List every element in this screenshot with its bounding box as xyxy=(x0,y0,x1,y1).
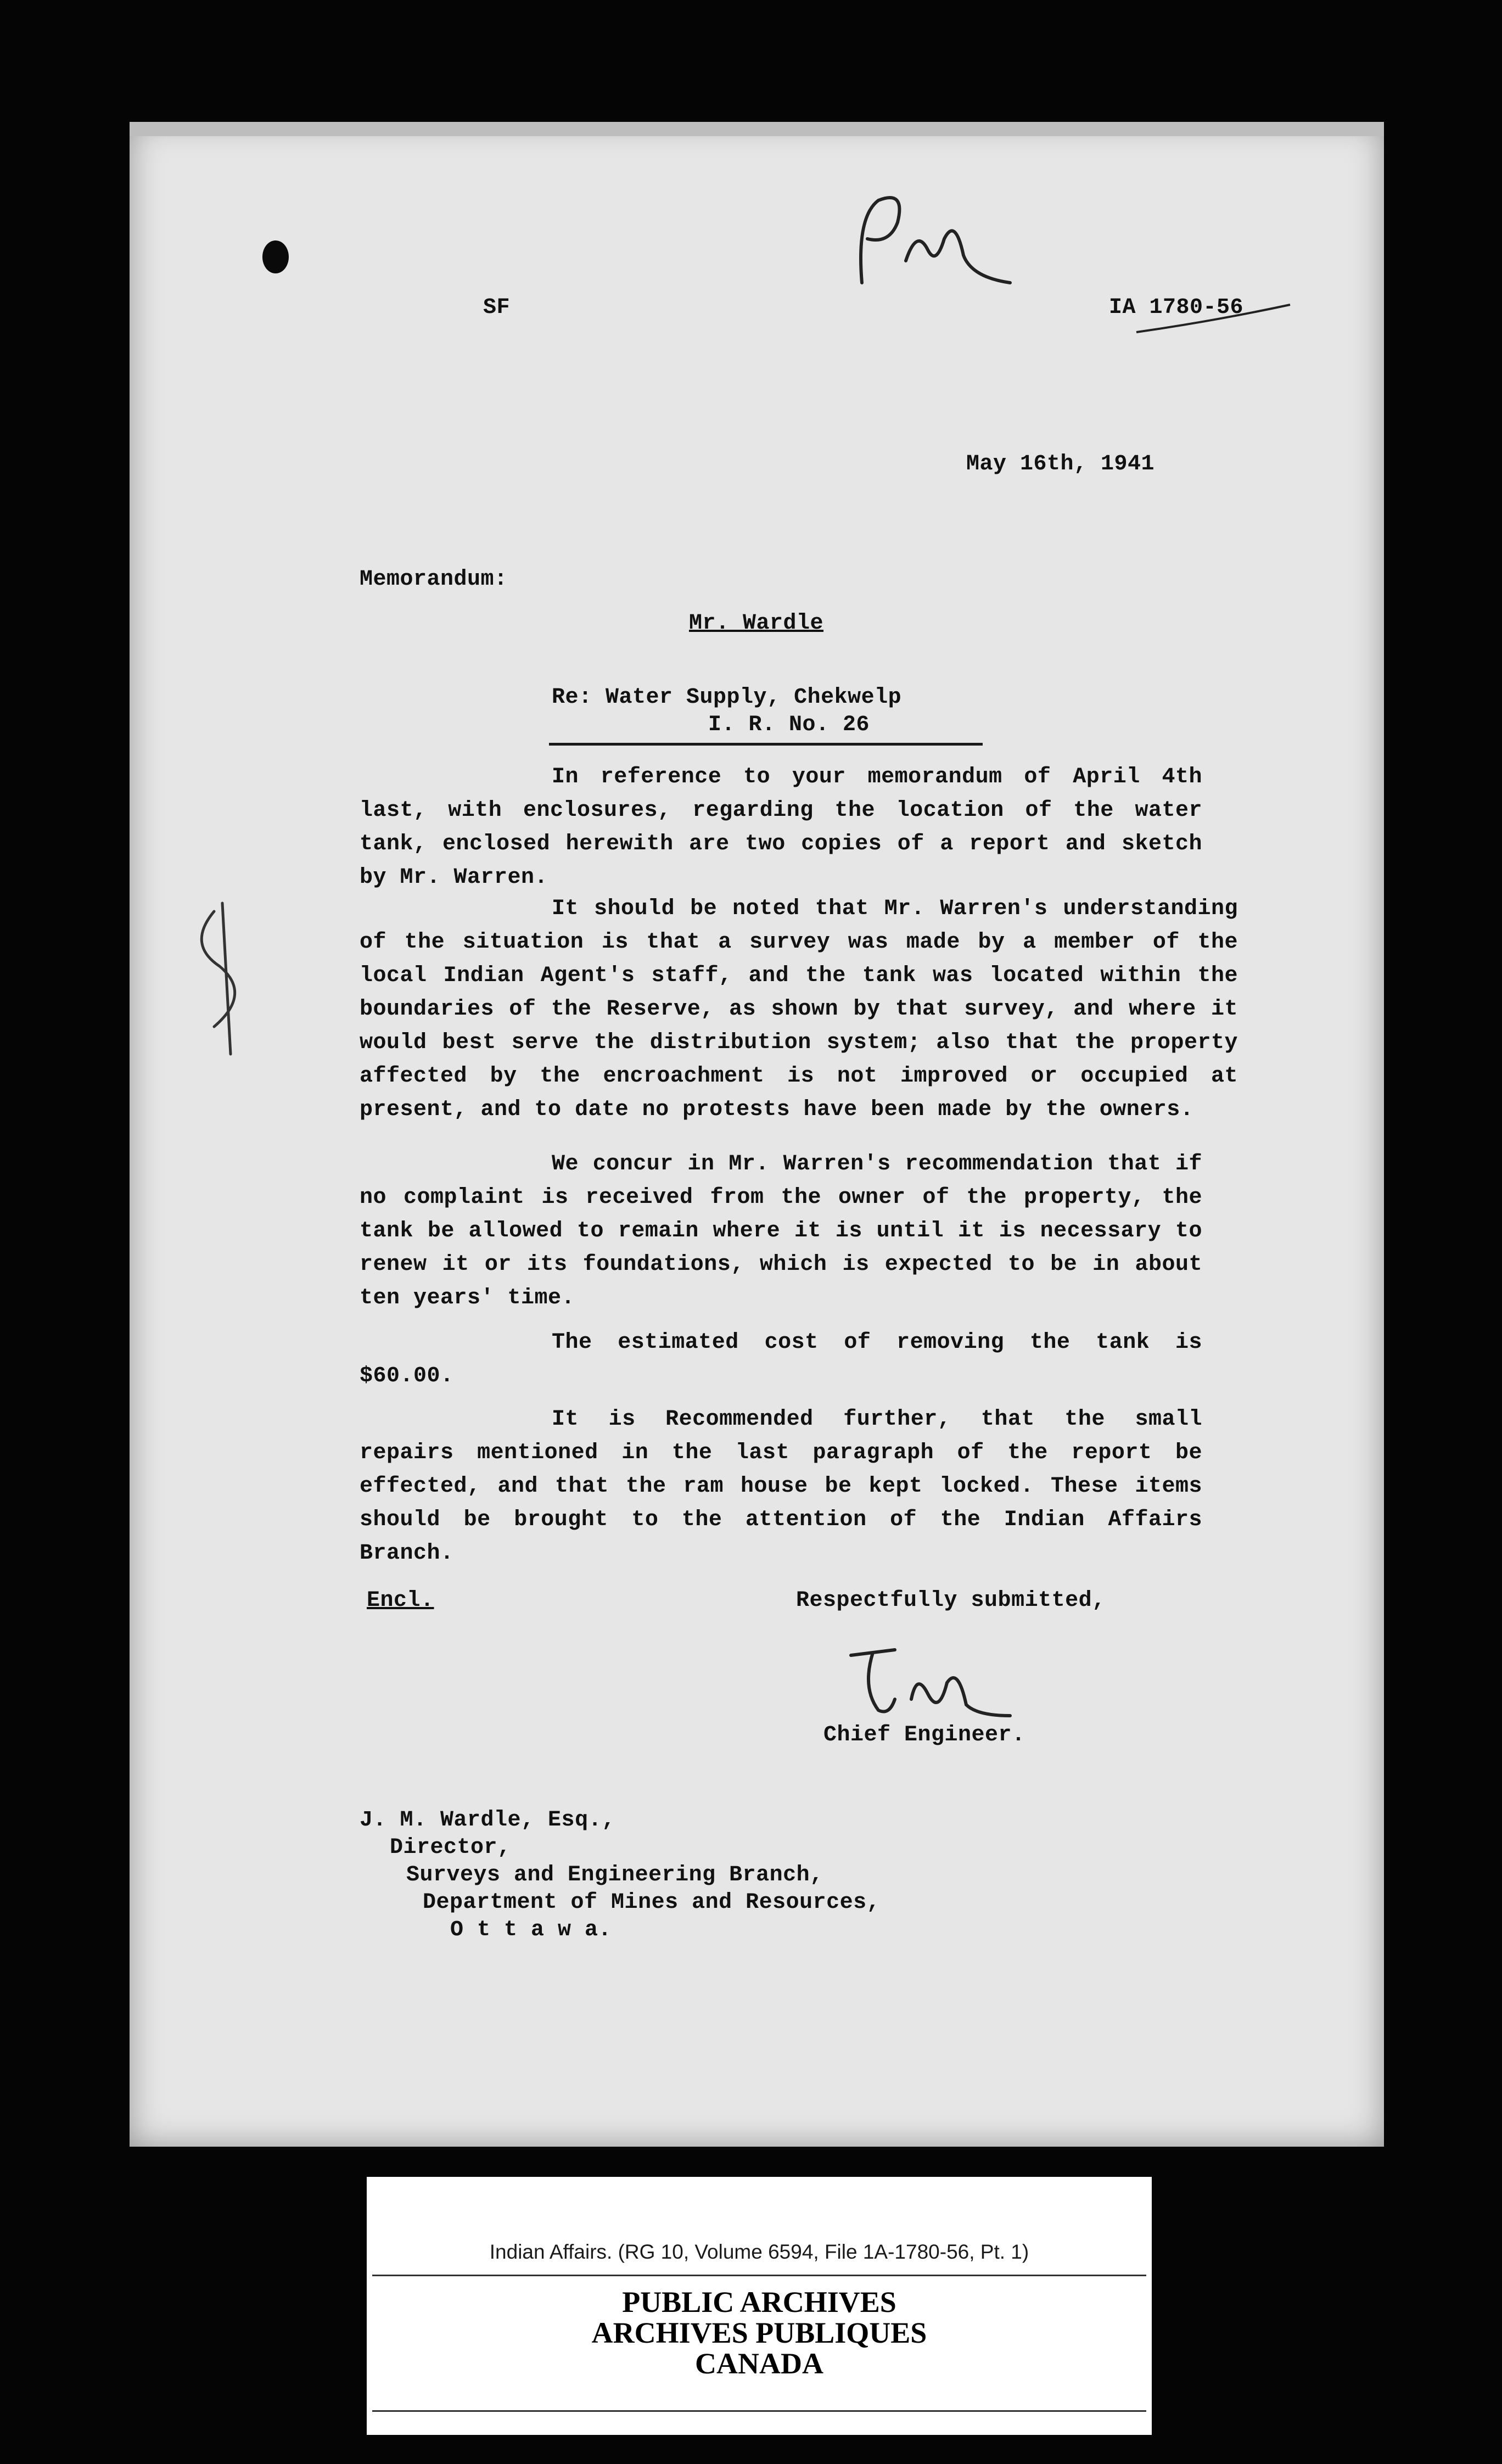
archive-stamp xyxy=(372,2287,1146,2379)
subject-line-2: I. R. No. 26 xyxy=(708,713,870,737)
paragraph-5: It is Recommended further, that the small repairs mentioned in the last paragraph of the report be effected, and that the ram house be kept locked. These items should be brought to the attention of the Indian Affairs Branch. xyxy=(360,1407,1202,1566)
document-page xyxy=(130,122,1384,2147)
paragraph-4: The estimated cost of removing the tank is $60.00. xyxy=(360,1330,1202,1388)
top-left-code: SF xyxy=(483,295,511,320)
memo-heading: Memorandum: xyxy=(360,567,508,592)
paper-top-edge xyxy=(130,122,1384,136)
handwritten-dollar-mark xyxy=(181,900,264,1060)
enclosure-note: Encl. xyxy=(367,1588,434,1613)
recipient-title: Director, xyxy=(390,1835,511,1860)
signatory-title: Chief Engineer. xyxy=(823,1723,1025,1748)
handwritten-signature xyxy=(829,1633,1032,1727)
recipient-department: Department of Mines and Resources, xyxy=(423,1890,881,1915)
handwritten-initials xyxy=(845,184,1027,294)
memo-date: May 16th, 1941 xyxy=(966,452,1155,477)
recipient-name: J. M. Wardle, Esq., xyxy=(360,1808,615,1833)
paragraph-2: It should be noted that Mr. Warren's understanding of the situation is that a survey was made by a member of the local Indian Agent's staff, and the tank was located within the boundaries of the Reserve, as shown by that survey, and where it would best serve the distribution system; also that the property affected by the encroachment is not improved or occupied at present, and to date no protests have been made by the owners. xyxy=(360,897,1238,1122)
subject-underline xyxy=(549,743,983,746)
subject-line-1: Re: Water Supply, Chekwelp xyxy=(552,685,902,710)
paragraph-1: In reference to your memorandum of April 4th last, with enclosures, regarding the location of the water tank, enclosed herewith are two copies of a report and sketch by Mr. Warren. xyxy=(360,765,1202,890)
stamp-line-2: ARCHIVES PUBLIQUES xyxy=(591,2316,927,2349)
label-divider-bottom xyxy=(372,2410,1146,2412)
stamp-line-1: PUBLIC ARCHIVES xyxy=(622,2286,896,2319)
punch-hole xyxy=(262,240,289,273)
file-reference: IA 1780-56 xyxy=(1109,295,1244,320)
recipient-city: O t t a w a. xyxy=(450,1918,612,1942)
addressee: Mr. Wardle xyxy=(689,611,824,636)
stamp-line-3: CANADA xyxy=(695,2347,823,2380)
label-divider-top xyxy=(372,2275,1146,2276)
archive-label xyxy=(367,2177,1152,2435)
paragraph-3: We concur in Mr. Warren's recommendation that if no complaint is received from the owner of the property, the tank be allowed to remain where it is until it is necessary to renew it or its foundations, which is expected to be in about ten years' time. xyxy=(360,1152,1202,1311)
recipient-branch: Surveys and Engineering Branch, xyxy=(406,1863,823,1888)
archive-reference: Indian Affairs. (RG 10, Volume 6594, File 1A-1780-56, Pt. 1) xyxy=(489,2241,1029,2263)
closing: Respectfully submitted, xyxy=(796,1588,1106,1613)
